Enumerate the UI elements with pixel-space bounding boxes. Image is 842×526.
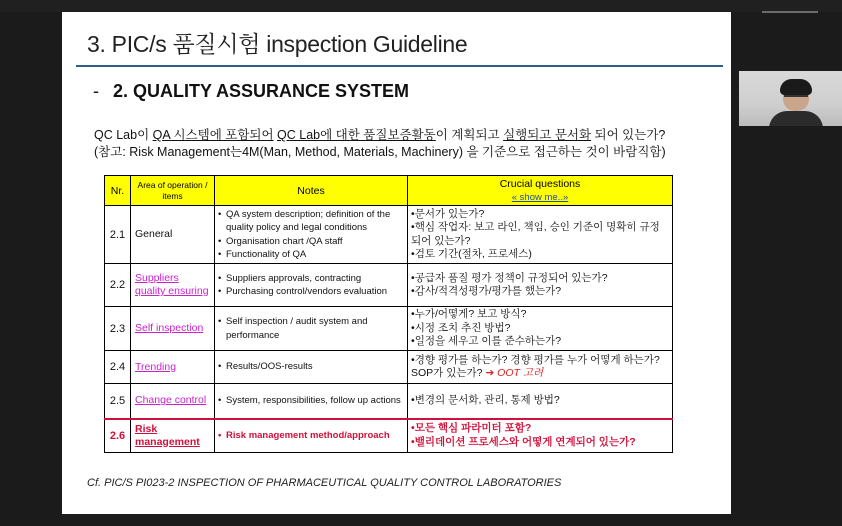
note-item: • QA system description; definition of the quality policy and legal conditions <box>218 208 404 235</box>
participant-hair <box>780 79 812 95</box>
question-item: • 문서가 있는가? <box>411 208 669 222</box>
question-item: • 밸리데이션 프로세스와 어떻게 연계되어 있는가? <box>411 436 669 450</box>
question-part: 이 계획되고 <box>435 128 504 142</box>
table-row <box>105 206 673 264</box>
row-number: 2.1 <box>105 206 131 264</box>
row-area-link[interactable]: Trending <box>131 351 215 384</box>
question-item: • 검토 기간(절차, 프로세스) <box>411 248 669 262</box>
oot-note: ➔ OOT 고려 <box>485 367 544 379</box>
row-notes <box>215 307 408 351</box>
key-question <box>94 125 665 143</box>
row-notes <box>215 264 408 307</box>
row-area: General <box>131 206 215 264</box>
row-crucial-questions <box>408 307 673 351</box>
question-item: • 시정 조치 추진 방법? <box>411 322 669 336</box>
question-part: QC Lab이 <box>94 128 153 142</box>
title-underline <box>76 65 723 67</box>
row-crucial-questions <box>408 351 673 384</box>
question-item: • 핵심 작업자: 보고 라인, 책임, 승인 기준이 명확히 규정되어 있는가? <box>411 221 669 248</box>
section-heading-text: 2. QUALITY ASSURANCE SYSTEM <box>113 81 410 101</box>
header-crucial-label: Crucial questions <box>499 177 581 190</box>
note-item: • Organisation chart /QA staff <box>218 235 404 249</box>
question-item: • 모든 핵심 파라미터 포함? <box>411 422 669 436</box>
question-underlined-part: QA 시스템에 포함되어 <box>152 128 274 142</box>
slide-footnote: Cf. PIC/S PI023-2 INSPECTION OF PHARMACEUTICAL QUALITY CONTROL LABORATORIES <box>87 477 562 489</box>
question-item: • 변경의 문서화, 관리, 통제 방법? <box>411 394 669 408</box>
table-header-row <box>105 176 673 206</box>
row-crucial-questions <box>408 206 673 264</box>
note-item: • Results/OOS-results <box>218 360 404 374</box>
question-text: 경향 평가를 하는가? 경향 평가를 누가 어떻게 하는가? SOP가 있는가? <box>411 353 660 379</box>
window-top-strip <box>0 0 842 12</box>
participant-video-thumbnail[interactable] <box>739 71 842 126</box>
row-crucial-questions <box>408 264 673 307</box>
row-number: 2.5 <box>105 384 131 419</box>
section-heading <box>93 81 409 102</box>
note-item: • Functionality of QA <box>218 248 404 262</box>
presentation-slide <box>62 12 731 514</box>
header-nr: Nr. <box>105 176 131 206</box>
question-item: • 일정을 세우고 이를 준수하는가? <box>411 335 669 349</box>
question-item: • 공급자 품질 평가 정책이 규정되어 있는가? <box>411 272 669 286</box>
row-number: 2.3 <box>105 307 131 351</box>
row-number: 2.6 <box>105 419 131 453</box>
row-notes <box>215 419 408 453</box>
qa-table <box>104 175 673 453</box>
row-crucial-questions <box>408 384 673 419</box>
window-divider-bar <box>762 11 818 13</box>
table-row <box>105 307 673 351</box>
note-item: • Self inspection / audit system and performance <box>218 315 404 342</box>
show-me-link[interactable]: « show me..» <box>511 191 569 203</box>
row-area-link[interactable]: Risk management <box>131 419 215 453</box>
row-area-link[interactable]: Suppliers quality ensuring <box>131 264 215 307</box>
note-item: • Purchasing control/vendors evaluation <box>218 285 404 299</box>
question-underlined-part: QC Lab에 대한 품질보증활동 <box>277 128 436 142</box>
question-item: • 감사/적격성평가/평가를 했는가? <box>411 285 669 299</box>
participant-body <box>769 111 823 126</box>
row-notes <box>215 351 408 384</box>
row-area-link[interactable]: Self inspection <box>131 307 215 351</box>
header-crucial-questions <box>408 176 673 206</box>
question-item: •경향 평가를 하는가? 경향 평가를 누가 어떻게 하는가? SOP가 있는가? ➔ OOT 고려 <box>411 353 660 379</box>
section-dash: - <box>93 81 99 101</box>
row-number: 2.2 <box>105 264 131 307</box>
header-notes: Notes <box>215 176 408 206</box>
note-item: • System, responsibilities, follow up actions <box>218 394 404 408</box>
row-notes <box>215 384 408 419</box>
participant-glasses <box>784 95 808 102</box>
row-number: 2.4 <box>105 351 131 384</box>
row-crucial-questions <box>408 419 673 453</box>
row-notes <box>215 206 408 264</box>
row-area-link[interactable]: Change control <box>131 384 215 419</box>
reference-note: (참고: Risk Management는4M(Man, Method, Materials, Machinery) 을 기준으로 접근하는 것이 바람직함) <box>94 145 666 159</box>
question-underlined-part: 실행되고 문서화 <box>503 128 592 142</box>
table-row <box>105 351 673 384</box>
note-item: • Suppliers approvals, contracting <box>218 272 404 286</box>
table-row-highlighted <box>105 419 673 453</box>
note-item: • Risk management method/approach <box>218 429 404 443</box>
question-part: 되어 있는가? <box>591 128 666 142</box>
table-row <box>105 384 673 419</box>
header-area: Area of operation / items <box>131 176 215 206</box>
question-item: • 누가/어떻게? 보고 방식? <box>411 308 669 322</box>
table-row <box>105 264 673 307</box>
slide-title: 3. PIC/s 품질시험 inspection Guideline <box>87 31 468 57</box>
